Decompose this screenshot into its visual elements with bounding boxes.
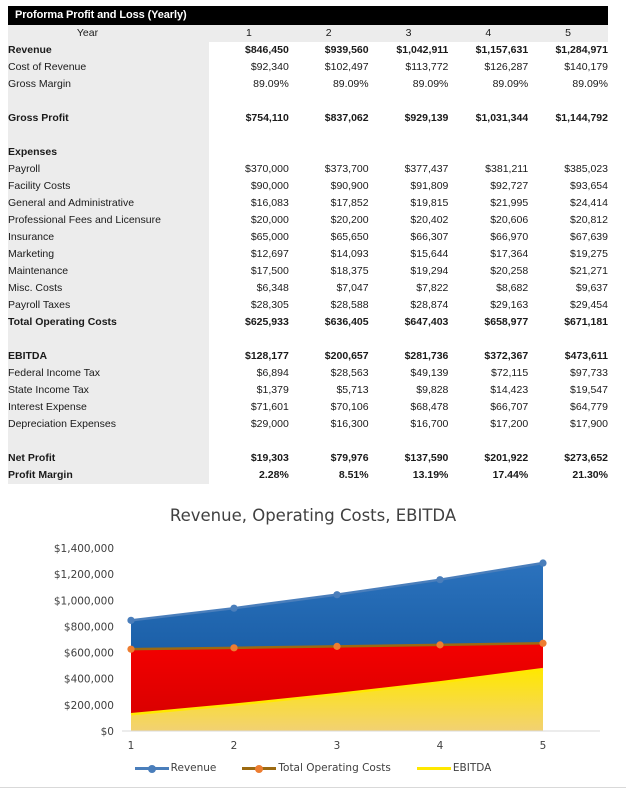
- row-label: Gross Profit: [8, 110, 209, 127]
- table-cell: [369, 433, 449, 450]
- table-cell: $16,700: [369, 416, 449, 433]
- x-axis-tick-label: 3: [333, 740, 341, 752]
- table-cell: $19,275: [528, 246, 608, 263]
- table-cell: $16,083: [209, 195, 289, 212]
- table-cell: $17,200: [448, 416, 528, 433]
- data-point-marker: [127, 646, 134, 653]
- table-row: [8, 365, 608, 382]
- table-cell: $201,922: [448, 450, 528, 467]
- table-cell: 8.51%: [289, 467, 369, 484]
- data-point-marker: [539, 640, 546, 647]
- table-cell: $17,900: [528, 416, 608, 433]
- table-cell: [209, 331, 289, 348]
- row-label: Payroll: [8, 161, 209, 178]
- table-cell: $71,601: [209, 399, 289, 416]
- table-cell: [528, 331, 608, 348]
- table-cell: [528, 144, 608, 161]
- table-row: [8, 263, 608, 280]
- table-cell: $28,588: [289, 297, 369, 314]
- table-cell: $93,654: [528, 178, 608, 195]
- page-title: Proforma Profit and Loss (Yearly): [15, 9, 187, 21]
- table-spacer-row: [8, 331, 608, 348]
- table-cell: $97,733: [528, 365, 608, 382]
- data-point-marker: [333, 591, 340, 598]
- row-label: General and Administrative: [8, 195, 209, 212]
- table-cell: $72,115: [448, 365, 528, 382]
- table-cell: [369, 93, 449, 110]
- table-cell: $1,031,344: [448, 110, 528, 127]
- table-cell: $846,450: [209, 42, 289, 59]
- table-row: [8, 229, 608, 246]
- table-cell: $20,812: [528, 212, 608, 229]
- row-label: Professional Fees and Licensure: [8, 212, 209, 229]
- table-cell: [448, 144, 528, 161]
- table-cell: $20,258: [448, 263, 528, 280]
- table-cell: $126,287: [448, 59, 528, 76]
- table-cell: $373,700: [289, 161, 369, 178]
- x-axis-tick-label: 2: [230, 740, 238, 752]
- data-point-marker: [230, 644, 237, 651]
- table-row: [8, 314, 608, 331]
- legend-marker-dot: [148, 765, 156, 773]
- row-label: Total Operating Costs: [8, 314, 209, 331]
- x-axis-tick-label: 4: [436, 740, 444, 752]
- row-label: Interest Expense: [8, 399, 209, 416]
- table-cell: [528, 93, 608, 110]
- table-cell: $64,779: [528, 399, 608, 416]
- table-cell: $29,454: [528, 297, 608, 314]
- table-cell: $19,815: [369, 195, 449, 212]
- row-label: Facility Costs: [8, 178, 209, 195]
- table-cell: $9,828: [369, 382, 449, 399]
- table-spacer-row: [8, 433, 608, 450]
- table-cell: $15,644: [369, 246, 449, 263]
- table-cell: 2.28%: [209, 467, 289, 484]
- pl-table-body: [8, 25, 608, 484]
- table-cell: [209, 433, 289, 450]
- table-cell: $29,000: [209, 416, 289, 433]
- y-axis-tick-label: $200,000: [63, 699, 114, 712]
- table-cell: $137,590: [369, 450, 449, 467]
- table-cell: $66,970: [448, 229, 528, 246]
- legend-swatch-icon: [417, 762, 451, 774]
- table-cell: $19,294: [369, 263, 449, 280]
- row-label: [8, 433, 209, 450]
- y-axis-tick-label: $0: [100, 726, 114, 738]
- table-cell: $19,303: [209, 450, 289, 467]
- table-cell: $79,976: [289, 450, 369, 467]
- table-cell: [289, 144, 369, 161]
- table-cell: $140,179: [528, 59, 608, 76]
- table-cell: $28,305: [209, 297, 289, 314]
- table-cell: [369, 331, 449, 348]
- table-row: [8, 59, 608, 76]
- table-cell: $20,606: [448, 212, 528, 229]
- row-label: Insurance: [8, 229, 209, 246]
- pl-data-table: [8, 25, 608, 484]
- table-cell: $754,110: [209, 110, 289, 127]
- y-axis-tick-label: $600,000: [63, 647, 114, 660]
- table-cell: $21,995: [448, 195, 528, 212]
- table-cell: $647,403: [369, 314, 449, 331]
- table-row: [8, 450, 608, 467]
- y-axis-tick-label: $400,000: [63, 673, 114, 686]
- column-header-year-1: 1: [209, 25, 289, 42]
- table-header-row: [8, 25, 608, 42]
- row-label: Marketing: [8, 246, 209, 263]
- table-cell: [448, 331, 528, 348]
- legend-line: [417, 767, 451, 770]
- bottom-divider: [0, 787, 626, 788]
- table-cell: $929,139: [369, 110, 449, 127]
- table-cell: $24,414: [528, 195, 608, 212]
- table-row: [8, 297, 608, 314]
- table-cell: $12,697: [209, 246, 289, 263]
- table-cell: $102,497: [289, 59, 369, 76]
- row-label: Cost of Revenue: [8, 59, 209, 76]
- table-cell: $66,707: [448, 399, 528, 416]
- chart-container: [0, 498, 626, 794]
- table-cell: [369, 127, 449, 144]
- table-row: [8, 246, 608, 263]
- row-label: Expenses: [8, 144, 209, 161]
- row-label: Maintenance: [8, 263, 209, 280]
- table-row: [8, 178, 608, 195]
- table-cell: $29,163: [448, 297, 528, 314]
- table-cell: 21.30%: [528, 467, 608, 484]
- table-cell: $68,478: [369, 399, 449, 416]
- table-cell: [448, 93, 528, 110]
- row-label: Misc. Costs: [8, 280, 209, 297]
- row-label: [8, 331, 209, 348]
- table-cell: $7,047: [289, 280, 369, 297]
- legend-item-ebitda[interactable]: [417, 762, 491, 774]
- y-axis-tick-label: $1,000,000: [53, 595, 114, 608]
- table-cell: $1,379: [209, 382, 289, 399]
- data-point-marker: [436, 641, 443, 648]
- x-axis-tick-label: 1: [127, 740, 135, 752]
- table-cell: $377,437: [369, 161, 449, 178]
- table-cell: $17,500: [209, 263, 289, 280]
- table-cell: [289, 331, 369, 348]
- table-row: [8, 42, 608, 59]
- table-row: [8, 144, 608, 161]
- table-cell: $370,000: [209, 161, 289, 178]
- table-cell: $473,611: [528, 348, 608, 365]
- legend-item-total-operating-costs[interactable]: [242, 762, 391, 774]
- table-row: [8, 195, 608, 212]
- table-cell: $20,200: [289, 212, 369, 229]
- table-cell: $625,933: [209, 314, 289, 331]
- table-cell: [209, 93, 289, 110]
- table-cell: $1,042,911: [369, 42, 449, 59]
- table-cell: [448, 433, 528, 450]
- table-cell: 89.09%: [369, 76, 449, 93]
- table-cell: $128,177: [209, 348, 289, 365]
- chart-legend: [0, 762, 626, 774]
- table-row: [8, 348, 608, 365]
- table-cell: $65,650: [289, 229, 369, 246]
- table-cell: $17,364: [448, 246, 528, 263]
- row-label: Federal Income Tax: [8, 365, 209, 382]
- column-header-year-3: 3: [369, 25, 449, 42]
- row-label: Net Profit: [8, 450, 209, 467]
- legend-item-revenue[interactable]: [135, 762, 217, 774]
- table-cell: $9,637: [528, 280, 608, 297]
- table-cell: $8,682: [448, 280, 528, 297]
- x-axis-tick-label: 5: [539, 740, 547, 752]
- legend-label: EBITDA: [452, 762, 492, 774]
- table-cell: 89.09%: [528, 76, 608, 93]
- table-cell: $14,423: [448, 382, 528, 399]
- table-cell: $20,402: [369, 212, 449, 229]
- table-cell: $28,563: [289, 365, 369, 382]
- y-axis-tick-label: $1,200,000: [53, 569, 114, 582]
- table-cell: $20,000: [209, 212, 289, 229]
- table-cell: [289, 127, 369, 144]
- table-cell: $273,652: [528, 450, 608, 467]
- table-cell: 13.19%: [369, 467, 449, 484]
- table-cell: [528, 127, 608, 144]
- table-cell: $5,713: [289, 382, 369, 399]
- table-cell: $92,727: [448, 178, 528, 195]
- table-cell: $19,547: [528, 382, 608, 399]
- table-cell: $21,271: [528, 263, 608, 280]
- row-label: EBITDA: [8, 348, 209, 365]
- table-cell: $7,822: [369, 280, 449, 297]
- table-cell: $92,340: [209, 59, 289, 76]
- table-cell: $939,560: [289, 42, 369, 59]
- table-cell: 89.09%: [448, 76, 528, 93]
- table-cell: $1,284,971: [528, 42, 608, 59]
- y-axis-tick-label: $800,000: [63, 621, 114, 634]
- table-row: [8, 467, 608, 484]
- y-axis-tick-label: $1,400,000: [53, 543, 114, 555]
- column-header-year-2: 2: [289, 25, 369, 42]
- table-cell: $65,000: [209, 229, 289, 246]
- table-spacer-row: [8, 93, 608, 110]
- table-cell: [369, 144, 449, 161]
- table-cell: 17.44%: [448, 467, 528, 484]
- table-cell: $28,874: [369, 297, 449, 314]
- table-cell: [289, 433, 369, 450]
- table-row: [8, 416, 608, 433]
- table-cell: [209, 144, 289, 161]
- table-cell: 89.09%: [289, 76, 369, 93]
- table-cell: $49,139: [369, 365, 449, 382]
- table-row: [8, 161, 608, 178]
- table-cell: $70,106: [289, 399, 369, 416]
- table-cell: [209, 127, 289, 144]
- data-point-marker: [436, 576, 443, 583]
- table-cell: $200,657: [289, 348, 369, 365]
- data-point-marker: [230, 605, 237, 612]
- table-cell: $281,736: [369, 348, 449, 365]
- table-cell: 89.09%: [209, 76, 289, 93]
- legend-label: Revenue: [170, 762, 217, 774]
- table-cell: [289, 93, 369, 110]
- table-cell: $16,300: [289, 416, 369, 433]
- column-header-year: Year: [8, 25, 209, 42]
- table-cell: $18,375: [289, 263, 369, 280]
- table-cell: $14,093: [289, 246, 369, 263]
- data-point-marker: [333, 643, 340, 650]
- row-label: Gross Margin: [8, 76, 209, 93]
- table-cell: [448, 127, 528, 144]
- table-spacer-row: [8, 127, 608, 144]
- row-label: Depreciation Expenses: [8, 416, 209, 433]
- data-point-marker: [127, 617, 134, 624]
- table-cell: $381,211: [448, 161, 528, 178]
- table-cell: $1,157,631: [448, 42, 528, 59]
- table-cell: $636,405: [289, 314, 369, 331]
- table-cell: $658,977: [448, 314, 528, 331]
- table-cell: $67,639: [528, 229, 608, 246]
- table-cell: $17,852: [289, 195, 369, 212]
- chart-title: Revenue, Operating Costs, EBITDA: [169, 506, 457, 525]
- row-label: [8, 93, 209, 110]
- table-cell: $6,894: [209, 365, 289, 382]
- chart-plot-area: [0, 498, 626, 763]
- table-row: [8, 76, 608, 93]
- row-label: Revenue: [8, 42, 209, 59]
- table-cell: $1,144,792: [528, 110, 608, 127]
- table-cell: $91,809: [369, 178, 449, 195]
- table-cell: $90,000: [209, 178, 289, 195]
- legend-swatch-icon: [242, 762, 276, 774]
- table-cell: $90,900: [289, 178, 369, 195]
- table-title-bar: [8, 6, 608, 25]
- data-point-marker: [539, 559, 546, 566]
- legend-marker-dot: [255, 765, 263, 773]
- column-header-year-5: 5: [528, 25, 608, 42]
- table-row: [8, 280, 608, 297]
- row-label: Payroll Taxes: [8, 297, 209, 314]
- table-row: [8, 110, 608, 127]
- legend-swatch-icon: [135, 762, 169, 774]
- column-header-year-4: 4: [448, 25, 528, 42]
- table-cell: $385,023: [528, 161, 608, 178]
- table-cell: $372,367: [448, 348, 528, 365]
- table-cell: $6,348: [209, 280, 289, 297]
- table-cell: [528, 433, 608, 450]
- table-cell: $671,181: [528, 314, 608, 331]
- table-cell: $66,307: [369, 229, 449, 246]
- row-label: State Income Tax: [8, 382, 209, 399]
- row-label: [8, 127, 209, 144]
- table-row: [8, 382, 608, 399]
- table-cell: $837,062: [289, 110, 369, 127]
- profit-and-loss-table: [8, 6, 608, 484]
- table-cell: $113,772: [369, 59, 449, 76]
- row-label: Profit Margin: [8, 467, 209, 484]
- legend-label: Total Operating Costs: [278, 762, 391, 774]
- table-row: [8, 212, 608, 229]
- table-row: [8, 399, 608, 416]
